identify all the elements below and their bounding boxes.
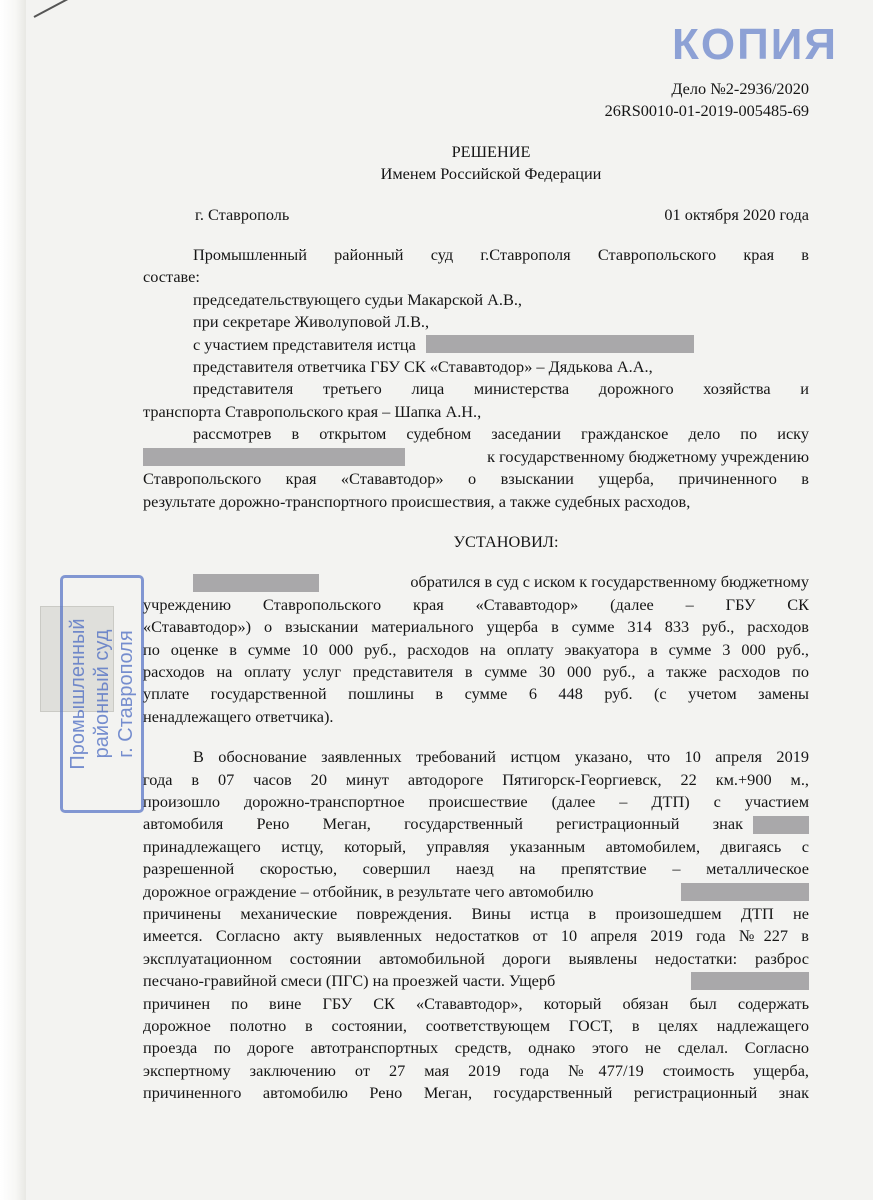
redaction: [426, 335, 694, 353]
para2-line-5: принадлежащего истцу, который, управляя указанным автомобилем, двигаясь с: [143, 836, 809, 856]
decision-date: 01 октября 2020 года: [664, 204, 809, 224]
para2-line-9: имеется. Согласно акту выявленных недостатков от 10 апреля 2019 года №227 в: [143, 926, 809, 946]
defendant-representative: представителя ответчика ГБУ СК «Стававтодор» – Дядькова А.А.,: [193, 357, 653, 377]
para1-line-1: [143, 571, 809, 593]
secretary: при секретаре Живолуповой Л.В.,: [193, 312, 430, 332]
para1-line-4: по оценке в сумме 10 000 руб., расходов на оплату эвакуатора в сумме 3 000 руб.,: [143, 639, 809, 659]
decision-subtitle: Именем Российской Федерации: [380, 164, 602, 184]
para2-line-4-text: автомобиля Рено Меган, государственный регистрационный знак: [143, 814, 743, 834]
decision-title: РЕШЕНИЕ: [451, 141, 531, 161]
para2-line-2: года в 07 часов 20 минут автодороге Пятигорск-Георгиевск, 22 км.+900 м.,: [143, 769, 809, 789]
para2-line-11-text: песчано-гравийной смеси (ПГС) на проезжей части. Ущерб: [143, 971, 556, 991]
para2-line-11: [143, 970, 809, 992]
plaintiff-representative: [143, 334, 809, 356]
redaction: [193, 574, 319, 592]
third-party-line-1: представителя третьего лица министерства дорожного хозяйства и: [193, 379, 809, 399]
document-body: [143, 78, 809, 1105]
para2-line-6: разрешенной скоростью, совершил наезд на препятствие – металлическое: [143, 859, 809, 879]
para2-line-14: проезда по дороге автотранспортных средств, однако этого не сделал. Согласно: [143, 1038, 809, 1058]
considered-line-4: результате дорожно-транспортного происшествия, а также судебных расходов,: [143, 491, 691, 511]
plaintiff-representative-text: с участием представителя истца: [193, 334, 416, 354]
para2-line-15: экспертному заключению от 27 мая 2019 года №477/19 стоимость ущерба,: [143, 1060, 809, 1080]
considered-line-2: [143, 446, 809, 468]
para2-line-13: дорожное полотно в состоянии, соответствующем ГОСТ, в целях надлежащего: [143, 1016, 809, 1036]
para1-line-5: расходов на оплату услуг представителя в сумме 30 000 руб., а также расходов по: [143, 661, 809, 681]
judge: председательствующего судьи Макарской А.В.,: [193, 289, 523, 309]
para2-line-8: причинены механические повреждения. Вины истца в произошедшем ДТП не: [143, 904, 809, 923]
para1-line-3: «Стававтодор») о взыскании материального ущерба в сумме 314 833 руб., расходов: [143, 617, 809, 637]
para2-line-7: [143, 881, 809, 903]
case-id: 26RS0010-01-2019-005485-69: [604, 101, 809, 121]
considered-line-2-text: к государственному бюджетному учреждению: [487, 446, 809, 466]
considered-line-3: Ставропольского края «Стававтодор» о взыскании ущерба, причиненного в: [143, 469, 809, 489]
composition-line-2: составе:: [143, 267, 200, 287]
redaction: [143, 448, 405, 466]
redaction: [691, 972, 809, 990]
para2-line-10: эксплуатационном состоянии автомобильной дороги выявлены недостатки: разброс: [143, 948, 809, 968]
para1-line-2: учреждению Ставропольского края «Стававтодор» (далее – ГБУ СК: [143, 594, 809, 614]
court-stamp-line-3: г. Ставрополя: [115, 630, 137, 758]
para1-line-1-text: обратился в суд с иском к государственному бюджетному: [410, 572, 809, 592]
redaction: [681, 883, 809, 901]
court-stamp-line-2: районный суд: [91, 629, 113, 759]
para2-line-7-text: дорожное ограждение – отбойник, в результате чего автомобилю: [143, 881, 594, 901]
para2-line-4: [143, 813, 809, 835]
court-stamp-line-1: Промышленный: [67, 618, 89, 770]
para1-line-7: ненадлежащего ответчика).: [143, 706, 334, 726]
para1-line-6: уплате государственной пошлины в сумме 6 448 руб. (с учетом замены: [143, 684, 809, 704]
para2-line-1: В обоснование заявленных требований истцом указано, что 10 апреля 2019: [193, 747, 809, 767]
para2-line-3: произошло дорожно-транспортное происшествие (далее – ДТП) с участием: [143, 791, 809, 811]
para2-line-12: причинен по вине ГБУ СК «Стававтодор», который обязан был содержать: [143, 993, 809, 1013]
redaction: [753, 816, 809, 834]
composition-line-1: Промышленный районный суд г.Ставрополя Ставропольского края в: [193, 245, 809, 265]
court-stamp: [60, 575, 144, 813]
copy-stamp: КОПИЯ: [672, 20, 838, 69]
established-heading: УСТАНОВИЛ:: [453, 531, 559, 551]
case-number: Дело №2-2936/2020: [671, 79, 809, 98]
para2-line-16: причиненного автомобилю Рено Меган, государственный регистрационный знак: [143, 1083, 809, 1103]
city: г. Ставрополь: [195, 204, 290, 224]
third-party-line-2: транспорта Ставропольского края – Шапка А.Н.,: [143, 401, 482, 421]
scan-left-margin: [0, 0, 26, 1200]
considered-line-1: рассмотрев в открытом судебном заседании гражданское дело по иску: [193, 424, 809, 444]
